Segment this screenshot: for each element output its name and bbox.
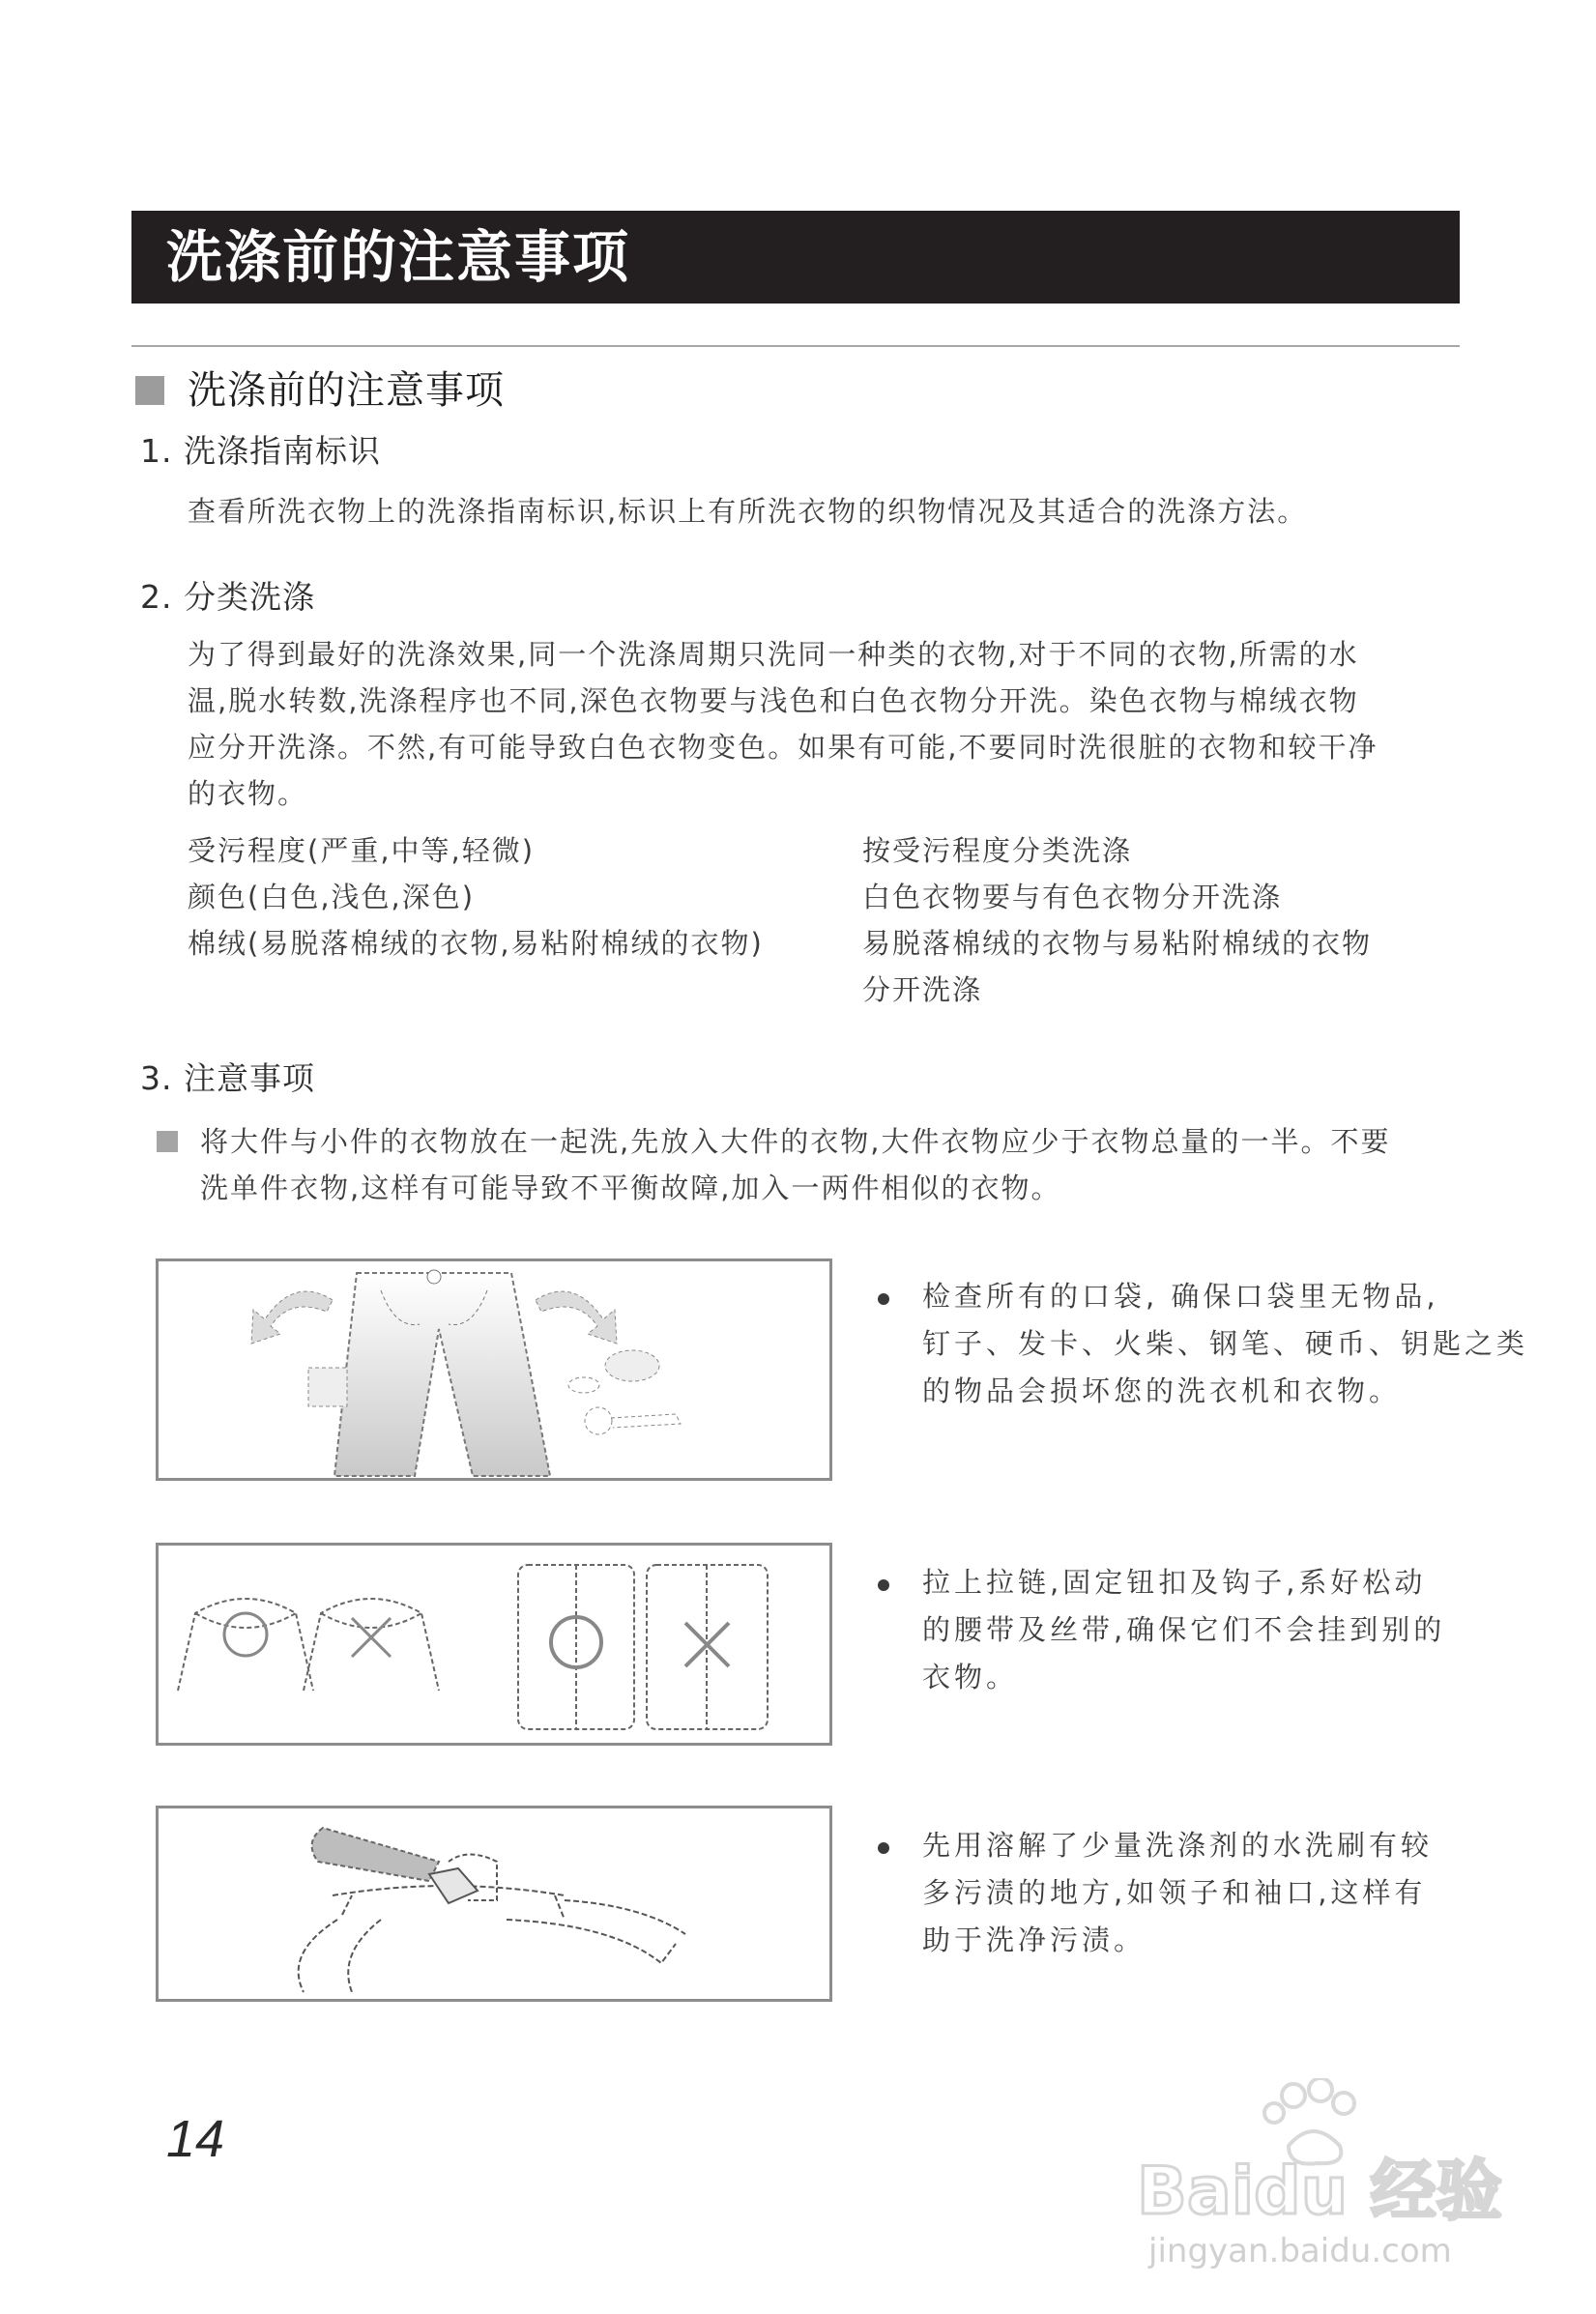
tip3-line-2: 多污渍的地方,如领子和袖口,这样有	[922, 1876, 1427, 1909]
tip3-line-3: 助于洗净污渍。	[922, 1924, 1146, 1956]
fasteners-illustration	[156, 1543, 832, 1746]
pockets-illustration	[156, 1258, 832, 1481]
item1-heading: 1. 洗涤指南标识	[140, 432, 381, 470]
table-right-cell: 分开洗涤	[862, 973, 983, 1006]
page-number: 14	[166, 2110, 225, 2168]
item2-line-3: 应分开洗涤。不然,有可能导致白色衣物变色。如果有可能,不要同时洗很脏的衣物和较干净	[188, 731, 1378, 764]
table-right-cell: 按受污程度分类洗涤	[862, 834, 1133, 867]
section-marker-icon	[135, 376, 164, 405]
item3-heading: 3. 注意事项	[140, 1059, 315, 1097]
note-marker-icon	[157, 1131, 178, 1152]
table-right-cell: 白色衣物要与有色衣物分开洗涤	[862, 881, 1283, 913]
tip1-line-3: 的物品会损坏您的洗衣机和衣物。	[922, 1374, 1402, 1407]
page-title: 洗涤前的注意事项	[166, 224, 631, 290]
bullet-icon	[878, 1293, 889, 1305]
table-left-cell: 受污程度(严重,中等,轻微)	[188, 834, 536, 867]
item2-line-1: 为了得到最好的洗涤效果,同一个洗涤周期只洗同一种类的衣物,对于不同的衣物,所需的水	[188, 638, 1359, 671]
bullet-icon	[878, 1842, 889, 1854]
watermark-url: jingyan.baidu.com	[1148, 2232, 1452, 2271]
section-title: 洗涤前的注意事项	[188, 368, 505, 413]
item2-heading: 2. 分类洗涤	[140, 578, 315, 616]
tip1-line-2: 钉子、发卡、火柴、钢笔、硬币、钥匙之类	[922, 1327, 1529, 1360]
pretreat-illustration	[156, 1806, 832, 2002]
tip2-line-1: 拉上拉链,固定钮扣及钩子,系好松动	[922, 1566, 1427, 1599]
bullet-icon	[878, 1579, 889, 1591]
shirts-fasteners-icon	[159, 1546, 829, 1743]
table-left-cell: 颜色(白色,浅色,深色)	[188, 881, 476, 913]
item2-line-4: 的衣物。	[188, 777, 308, 810]
detergent-collar-icon	[159, 1808, 829, 1999]
table-right-cell: 易脱落棉绒的衣物与易粘附棉绒的衣物	[862, 927, 1373, 960]
paw-icon	[1264, 2078, 1354, 2164]
tip3-line-1: 先用溶解了少量洗涤剂的水洗刷有较	[922, 1829, 1434, 1862]
item1-text: 查看所洗衣物上的洗涤指南标识,标识上有所洗衣物的织物情况及其适合的洗涤方法。	[188, 495, 1308, 528]
item2-line-2: 温,脱水转数,洗涤程序也不同,深色衣物要与浅色和白色衣物分开洗。染色衣物与棉绒衣物	[188, 684, 1359, 717]
header-bar	[131, 211, 1460, 304]
pants-pockets-icon	[159, 1261, 829, 1478]
table-left-cell: 棉绒(易脱落棉绒的衣物,易粘附棉绒的衣物)	[188, 927, 764, 960]
baidu-jingyan-watermark	[1129, 2078, 1516, 2271]
tip1-line-1: 检查所有的口袋, 确保口袋里无物品,	[922, 1280, 1439, 1313]
divider	[131, 345, 1460, 347]
tip2-line-3: 衣物。	[922, 1661, 1019, 1693]
watermark-logo-text: Baidu 经验	[1137, 2154, 1502, 2230]
tip2-line-2: 的腰带及丝带,确保它们不会挂到别的	[922, 1613, 1446, 1646]
item3-note-line-2: 洗单件衣物,这样有可能导致不平衡故障,加入一两件相似的衣物。	[200, 1171, 1061, 1204]
item3-note-line-1: 将大件与小件的衣物放在一起洗,先放入大件的衣物,大件衣物应少于衣物总量的一半。不要	[200, 1125, 1391, 1158]
